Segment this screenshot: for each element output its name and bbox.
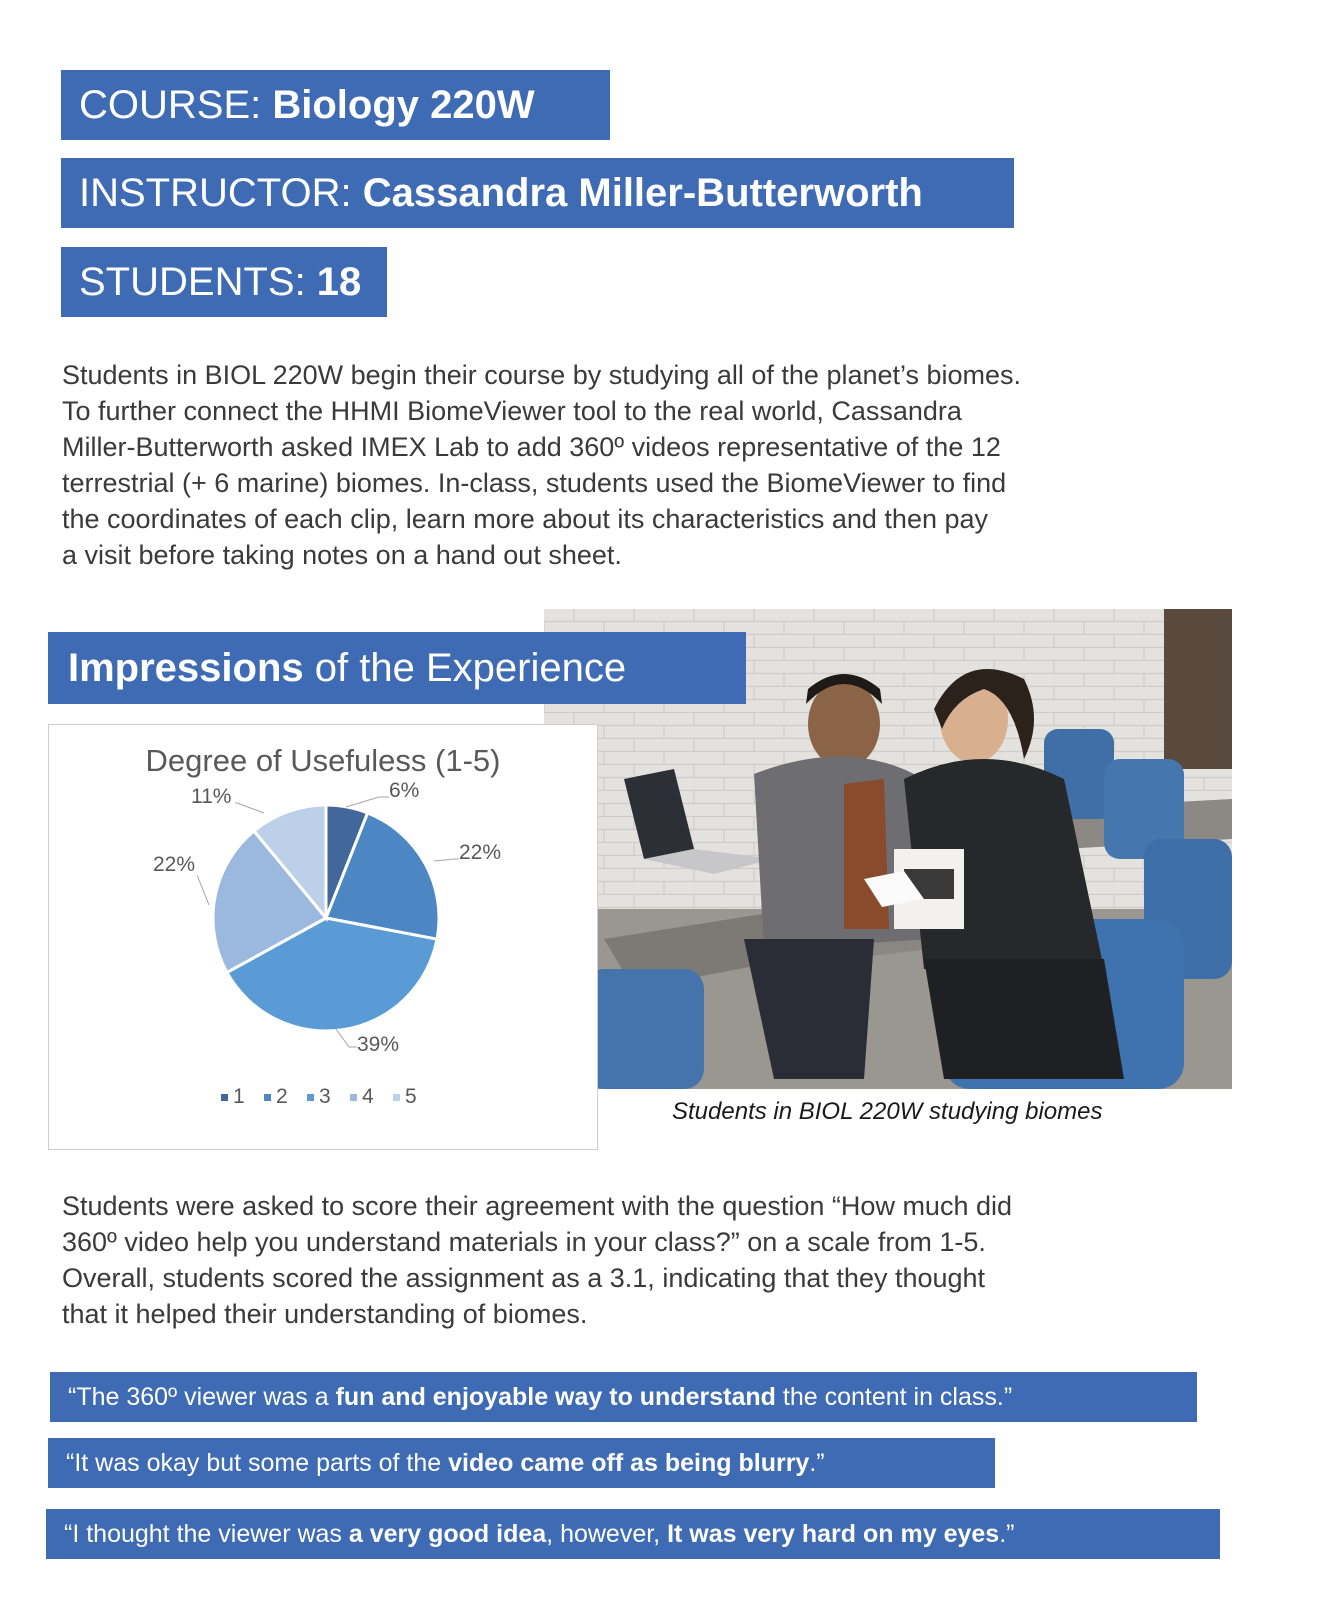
pie-leader-line [197, 875, 209, 905]
quote-box [46, 1509, 1220, 1559]
course-value: Biology 220W [272, 83, 535, 127]
students-value: 18 [316, 260, 362, 304]
course-tag [61, 70, 610, 140]
legend-label: 4 [362, 1085, 374, 1108]
quote-text: the content in class.” [775, 1383, 1013, 1411]
intro-line: a visit before taking notes on a hand out sheet. [62, 540, 622, 570]
chart-title: Degree of Usefuless (1-5) [145, 743, 501, 778]
photo-caption: Students in BIOL 220W studying biomes [672, 1098, 1103, 1125]
quote-text: “I thought the viewer was [64, 1520, 349, 1548]
pie-leader-line [434, 859, 459, 861]
pie-data-label: 39% [357, 1033, 400, 1056]
pie-data-label: 22% [153, 853, 196, 876]
intro-line: terrestrial (+ 6 marine) biomes. In-class, students used the BiomeViewer to find [62, 468, 1007, 498]
instructor-tag [61, 158, 1014, 228]
pie-data-label: 22% [459, 841, 502, 864]
quote-box [48, 1438, 995, 1488]
intro-line: Miller-Butterworth asked IMEX Lab to add 360º videos representative of the 12 [62, 432, 1001, 462]
quote-emphasis: video came off as being blurry [448, 1449, 810, 1477]
legend-swatch [264, 1094, 271, 1101]
legend-label: 3 [319, 1085, 331, 1108]
instructor-value: Cassandra Miller-Butterworth [362, 171, 923, 215]
pie-data-label: 11% [191, 785, 232, 808]
quote-text: “It was okay but some parts of the [66, 1449, 449, 1477]
intro-line: the coordinates of each clip, learn more about its characteristics and then pay [62, 504, 989, 534]
quote-text: .” [999, 1520, 1015, 1548]
summary-line: that it helped their understanding of biomes. [62, 1299, 588, 1329]
pie-data-label: 6% [389, 779, 420, 802]
students-tag [61, 247, 387, 317]
quote-text: “The 360º viewer was a [68, 1383, 336, 1411]
quote-emphasis: It was very hard on my eyes [667, 1520, 1000, 1548]
legend-swatch [221, 1094, 228, 1101]
legend-label: 1 [233, 1085, 245, 1108]
legend-swatch [350, 1094, 357, 1101]
summary-line: 360º video help you understand materials in your class?” on a scale from 1-5. [62, 1227, 986, 1257]
legend-swatch [307, 1094, 314, 1101]
impressions-heading [48, 632, 746, 704]
quote-emphasis: a very good idea [348, 1520, 547, 1548]
pie-leader-line [346, 797, 389, 807]
pie-leader-line [235, 803, 264, 813]
quote-box [50, 1372, 1197, 1422]
legend-swatch [393, 1094, 400, 1101]
usefulness-chart [48, 724, 598, 1150]
summary-line: Overall, students scored the assignment as a 3.1, indicating that they thought [62, 1263, 986, 1293]
legend-label: 5 [405, 1085, 417, 1108]
course-label: COURSE: [79, 83, 273, 127]
legend-label: 2 [276, 1085, 288, 1108]
impressions-title-rest: of the Experience [303, 646, 627, 690]
impressions-title-bold: Impressions [68, 646, 304, 690]
instructor-label: INSTRUCTOR: [79, 171, 363, 215]
students-label: STUDENTS: [79, 260, 317, 304]
quote-emphasis: fun and enjoyable way to understand [335, 1383, 776, 1411]
summary-line: Students were asked to score their agreement with the question “How much did [62, 1191, 1012, 1221]
intro-paragraph [62, 357, 1272, 573]
intro-line: To further connect the HHMI BiomeViewer tool to the real world, Cassandra [62, 396, 962, 426]
summary-paragraph [62, 1188, 1272, 1332]
intro-line: Students in BIOL 220W begin their course by studying all of the planet’s biomes. [62, 360, 1022, 390]
pie-chart-svg [49, 725, 597, 1149]
quote-text: , however, [546, 1520, 668, 1548]
quote-text: .” [809, 1449, 825, 1477]
